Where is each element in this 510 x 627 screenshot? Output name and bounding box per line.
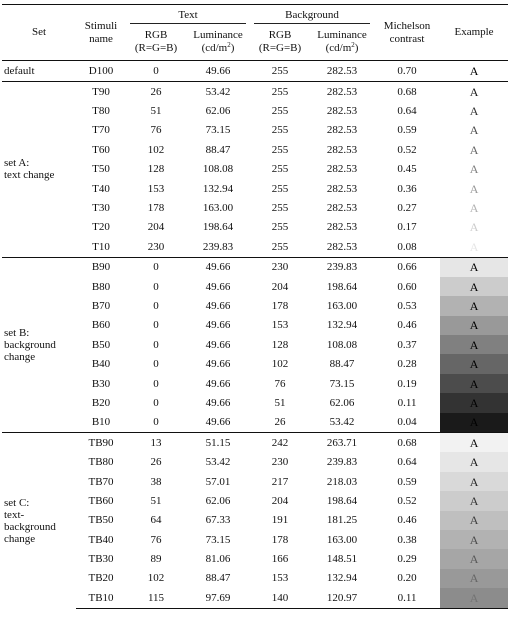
table-row [2,374,508,393]
header-lum-line-2: $(cd/m^2)$ [201,41,235,54]
cell-michelson-contrast: 0.52 [397,494,417,507]
cell-michelson-contrast: 0.64 [397,105,417,118]
cell-example: A [440,316,508,335]
cell-example: A [440,413,508,433]
cell-stimuli-name: T10 [92,240,110,253]
cell-michelson-contrast: 0.27 [397,202,417,215]
cell-text-rgb: 0 [153,358,159,371]
cell-background-luminance: 53.42 [329,416,355,429]
cell-text-luminance: 73.15 [205,124,231,137]
table-row [2,121,508,140]
header-lum-line-2: $(cd/m^2)$ [325,41,359,54]
cell-stimuli-name: T90 [76,82,126,102]
cell-example: A [440,61,508,82]
cell-example: A [440,296,508,315]
cell-text-luminance: 49.66 [205,358,231,371]
cell-background-rgb: 26 [274,416,286,429]
header-stimuli-name [76,5,126,61]
cell-background-rgb: 255 [250,82,310,102]
cell-background-luminance: 62.06 [329,396,355,409]
cell-example: A [440,472,508,491]
header-set: Set [2,5,76,61]
cell-michelson-contrast: 0.52 [397,143,417,156]
cell-stimuli-name: T30 [92,202,110,215]
cell-text-luminance: 81.06 [205,553,231,566]
cell-example: A [440,374,508,393]
cell-background-luminance: 181.25 [326,514,358,527]
cell-background-rgb: 255 [250,61,310,82]
table-row [2,413,508,433]
cell-text-rgb: 0 [153,338,159,351]
cell-stimuli-name: B50 [91,338,111,351]
cell-background-rgb: 166 [271,553,289,566]
header-row-1 [2,5,508,25]
cell-example: A [440,588,508,608]
cell-background-rgb: 191 [271,514,289,527]
cell-text-luminance: 62.06 [205,494,231,507]
header-example: Example [440,5,508,61]
cell-background-rgb: 255 [271,202,289,215]
cell-example: A [440,433,508,453]
cell-example: A [440,257,508,277]
header-rgb-line-1: RGB [144,29,168,41]
cell-text-luminance: 73.15 [205,533,231,546]
cell-example: A [440,218,508,237]
set-label-line: set C: [4,496,30,509]
cell-text-luminance: 49.66 [205,319,231,332]
cell-example: A [440,354,508,373]
cell-text-rgb: 76 [150,533,162,546]
cell-stimuli-name: B10 [91,416,111,429]
cell-background-luminance: 163.00 [326,299,358,312]
cell-background-luminance: 73.15 [329,377,355,390]
cell-stimuli-name: TB40 [88,533,114,546]
cell-stimuli-name: TB20 [88,572,114,585]
cell-stimuli-name: T20 [92,221,110,234]
cell-background-rgb: 153 [271,572,289,585]
cell-text-rgb: 26 [150,456,162,469]
cell-background-luminance: 88.47 [329,358,355,371]
table-row [2,101,508,120]
header-text-rgb [126,24,186,61]
cell-stimuli-name: T80 [92,105,110,118]
cell-text-luminance: 163.00 [202,202,234,215]
cell-text-luminance: 62.06 [205,105,231,118]
cell-michelson-contrast: 0.60 [397,280,417,293]
cell-background-rgb: 217 [271,475,289,488]
cell-michelson-contrast: 0.46 [397,514,417,527]
cell-background-luminance: 282.53 [326,202,358,215]
header-michelson-line-2: contrast [389,32,425,45]
cell-example: A [440,335,508,354]
set-label-set-c [2,433,76,609]
header-rgb-line-1: RGB [268,29,292,41]
table-row [2,277,508,296]
cell-text-luminance: 49.66 [205,396,231,409]
table-row [2,218,508,237]
cell-text-rgb: 0 [153,396,159,409]
cell-text-rgb: 51 [150,105,162,118]
cell-example: A [440,549,508,568]
cell-text-rgb: 51 [150,494,162,507]
cell-background-luminance: 163.00 [326,533,358,546]
table-row [2,140,508,159]
cell-stimuli-name: B40 [91,358,111,371]
table-row [2,511,508,530]
cell-background-rgb: 255 [271,105,289,118]
header-lum-line-1: Luminance [193,29,243,41]
cell-stimuli-name: B80 [91,280,111,293]
table-row [2,588,508,608]
cell-text-luminance: 108.08 [202,163,234,176]
cell-background-luminance: 108.08 [326,338,358,351]
cell-text-rgb: 89 [150,553,162,566]
cell-michelson-contrast: 0.08 [397,240,417,253]
cell-background-rgb: 178 [271,299,289,312]
cell-michelson-contrast: 0.36 [397,182,417,195]
table-row [2,569,508,588]
cell-stimuli-name: TB60 [88,494,114,507]
table-row [2,549,508,568]
table-row-default [2,61,508,82]
cell-background-luminance: 148.51 [326,553,358,566]
cell-stimuli-name: B20 [91,396,111,409]
cell-example: A [440,82,508,102]
cell-michelson-contrast: 0.38 [397,533,417,546]
cell-text-rgb: 0 [126,257,186,277]
cell-stimuli-name: B90 [76,257,126,277]
cell-text-rgb: 26 [126,82,186,102]
cell-text-luminance: 49.66 [186,257,250,277]
cell-text-luminance: 132.94 [202,182,234,195]
set-label-line: change [4,532,36,545]
header-michelson [374,5,440,61]
cell-michelson-contrast: 0.70 [374,61,440,82]
header-background-rgb [250,24,310,61]
cell-background-luminance: 239.83 [310,257,374,277]
header-lum-line-1: Luminance [317,29,367,41]
cell-background-luminance: 198.64 [326,494,358,507]
cell-text-rgb: 178 [147,202,165,215]
cell-background-luminance: 282.53 [326,124,358,137]
set-label-line: background [4,338,56,351]
cell-text-luminance: 49.66 [205,280,231,293]
cell-michelson-contrast: 0.11 [397,396,417,409]
cell-michelson-contrast: 0.19 [397,377,417,390]
cell-text-luminance: 198.64 [202,221,234,234]
cell-background-rgb: 255 [271,143,289,156]
cell-example: A [440,277,508,296]
cell-background-luminance: 282.53 [310,82,374,102]
cell-background-rgb: 76 [274,377,286,390]
cell-michelson-contrast: 0.17 [397,221,417,234]
cell-background-rgb: 128 [271,338,289,351]
table-row [2,354,508,373]
cell-stimuli-name: TB10 [76,588,126,608]
table-row [2,433,508,453]
table-row [2,296,508,315]
cell-text-rgb: 0 [153,280,159,293]
cell-text-rgb: 0 [153,416,159,429]
cell-text-rgb: 38 [150,475,162,488]
cell-michelson-contrast: 0.37 [397,338,417,351]
cell-text-luminance: 49.66 [205,377,231,390]
cell-text-luminance: 49.66 [205,299,231,312]
cell-text-rgb: 230 [147,240,165,253]
cell-background-luminance: 263.71 [310,433,374,453]
set-label-default: default [2,61,76,82]
table-row [2,530,508,549]
cell-text-rgb: 153 [147,182,165,195]
cell-background-rgb: 51 [274,396,286,409]
table-row [2,82,508,102]
cell-background-luminance: 239.83 [326,456,358,469]
cell-background-rgb: 178 [271,533,289,546]
cell-background-luminance: 282.53 [326,240,358,253]
cell-text-luminance: 57.01 [205,475,231,488]
table-row [2,393,508,412]
cell-example: A [440,121,508,140]
table-row [2,160,508,179]
cell-background-rgb: 255 [271,182,289,195]
cell-text-luminance: 49.66 [205,338,231,351]
set-label-line: set A: [4,157,30,170]
cell-stimuli-name: T70 [92,124,110,137]
cell-stimuli-name: T40 [92,182,110,195]
stimuli-table [2,4,508,609]
set-label-line: set B: [4,326,30,339]
cell-michelson-contrast: 0.29 [397,553,417,566]
cell-stimuli-name: B70 [91,299,111,312]
cell-example: A [440,530,508,549]
cell-stimuli-name: D100 [76,61,126,82]
cell-text-rgb: 0 [153,377,159,390]
cell-michelson-contrast: 0.59 [397,475,417,488]
cell-michelson-contrast: 0.28 [397,358,417,371]
cell-text-luminance: 88.47 [205,572,231,585]
cell-background-rgb: 230 [271,456,289,469]
table-row [2,179,508,198]
cell-stimuli-name: T50 [92,163,110,176]
cell-background-luminance: 282.53 [310,61,374,82]
cell-example: A [440,140,508,159]
set-label-line: change [4,350,36,363]
cell-background-luminance: 132.94 [326,319,358,332]
cell-background-rgb: 204 [271,494,289,507]
cell-text-rgb: 102 [147,572,165,585]
cell-michelson-contrast: 0.59 [397,124,417,137]
cell-background-luminance: 282.53 [326,221,358,234]
header-text-luminance [186,24,250,61]
cell-background-luminance: 282.53 [326,105,358,118]
table-row [2,491,508,510]
header-michelson-line-1: Michelson [383,19,431,32]
cell-background-rgb: 230 [250,257,310,277]
set-label-line: text- [4,508,25,521]
cell-background-rgb: 242 [250,433,310,453]
cell-stimuli-name: TB30 [88,553,114,566]
set-label-set-a [2,82,76,258]
cell-text-rgb: 0 [153,319,159,332]
cell-text-rgb: 0 [153,299,159,312]
cell-text-luminance: 53.42 [186,82,250,102]
cell-michelson-contrast: 0.53 [397,299,417,312]
cell-michelson-contrast: 0.45 [397,163,417,176]
cell-example: A [440,511,508,530]
cell-background-rgb: 255 [271,163,289,176]
table-row [2,316,508,335]
cell-background-luminance: 120.97 [310,588,374,608]
table-row [2,452,508,471]
cell-michelson-contrast: 0.66 [374,257,440,277]
cell-text-luminance: 49.66 [186,61,250,82]
cell-background-luminance: 132.94 [326,572,358,585]
cell-example: A [440,237,508,257]
cell-example: A [440,393,508,412]
header-stimuli-line-2: name [89,32,113,45]
cell-text-rgb: 0 [126,61,186,82]
cell-background-luminance: 198.64 [326,280,358,293]
cell-background-rgb: 140 [250,588,310,608]
cell-stimuli-name: TB90 [76,433,126,453]
cell-text-luminance: 51.15 [186,433,250,453]
table-row [2,472,508,491]
header-background-group: Background [250,5,374,25]
cell-example: A [440,452,508,471]
table-row [2,237,508,257]
cell-background-rgb: 255 [271,240,289,253]
cell-michelson-contrast: 0.68 [374,82,440,102]
cell-michelson-contrast: 0.64 [397,456,417,469]
cell-background-rgb: 255 [271,124,289,137]
cell-text-rgb: 76 [150,124,162,137]
header-rgb-line-2: (R=G=B) [258,42,302,54]
cell-text-rgb: 102 [147,143,165,156]
cell-text-luminance: 53.42 [205,456,231,469]
cell-text-luminance: 97.69 [186,588,250,608]
set-label-line: background [4,520,56,533]
header-rgb-line-2: (R=G=B) [134,42,178,54]
set-label-line: text change [4,169,55,182]
cell-background-luminance: 218.03 [326,475,358,488]
header-stimuli-line-1: Stimuli [84,19,118,32]
cell-example: A [440,198,508,217]
cell-example: A [440,160,508,179]
cell-michelson-contrast: 0.11 [374,588,440,608]
cell-text-rgb: 13 [126,433,186,453]
cell-stimuli-name: TB70 [88,475,114,488]
cell-michelson-contrast: 0.04 [397,416,417,429]
cell-stimuli-name: TB50 [88,514,114,527]
table-row [2,198,508,217]
table-row [2,335,508,354]
cell-background-rgb: 204 [271,280,289,293]
cell-background-luminance: 282.53 [326,143,358,156]
cell-background-luminance: 282.53 [326,182,358,195]
cell-example: A [440,491,508,510]
cell-text-rgb: 64 [150,514,162,527]
cell-example: A [440,569,508,588]
cell-example: A [440,179,508,198]
table-body [2,61,508,609]
cell-stimuli-name: T60 [92,143,110,156]
cell-text-luminance: 88.47 [205,143,231,156]
cell-text-luminance: 67.33 [205,514,231,527]
cell-text-rgb: 115 [126,588,186,608]
cell-text-rgb: 204 [147,221,165,234]
header-background-luminance [310,24,374,61]
cell-background-rgb: 153 [271,319,289,332]
cell-text-luminance: 239.83 [202,240,234,253]
cell-stimuli-name: TB80 [88,456,114,469]
cell-text-luminance: 49.66 [205,416,231,429]
header-text-group: Text [126,5,250,25]
cell-background-luminance: 282.53 [326,163,358,176]
cell-background-rgb: 255 [271,221,289,234]
cell-michelson-contrast: 0.46 [397,319,417,332]
table-row [2,257,508,277]
cell-example: A [440,101,508,120]
cell-michelson-contrast: 0.20 [397,572,417,585]
set-label-set-b [2,257,76,433]
cell-background-rgb: 102 [271,358,289,371]
cell-michelson-contrast: 0.68 [374,433,440,453]
cell-stimuli-name: B30 [91,377,111,390]
cell-text-rgb: 128 [147,163,165,176]
cell-stimuli-name: B60 [91,319,111,332]
